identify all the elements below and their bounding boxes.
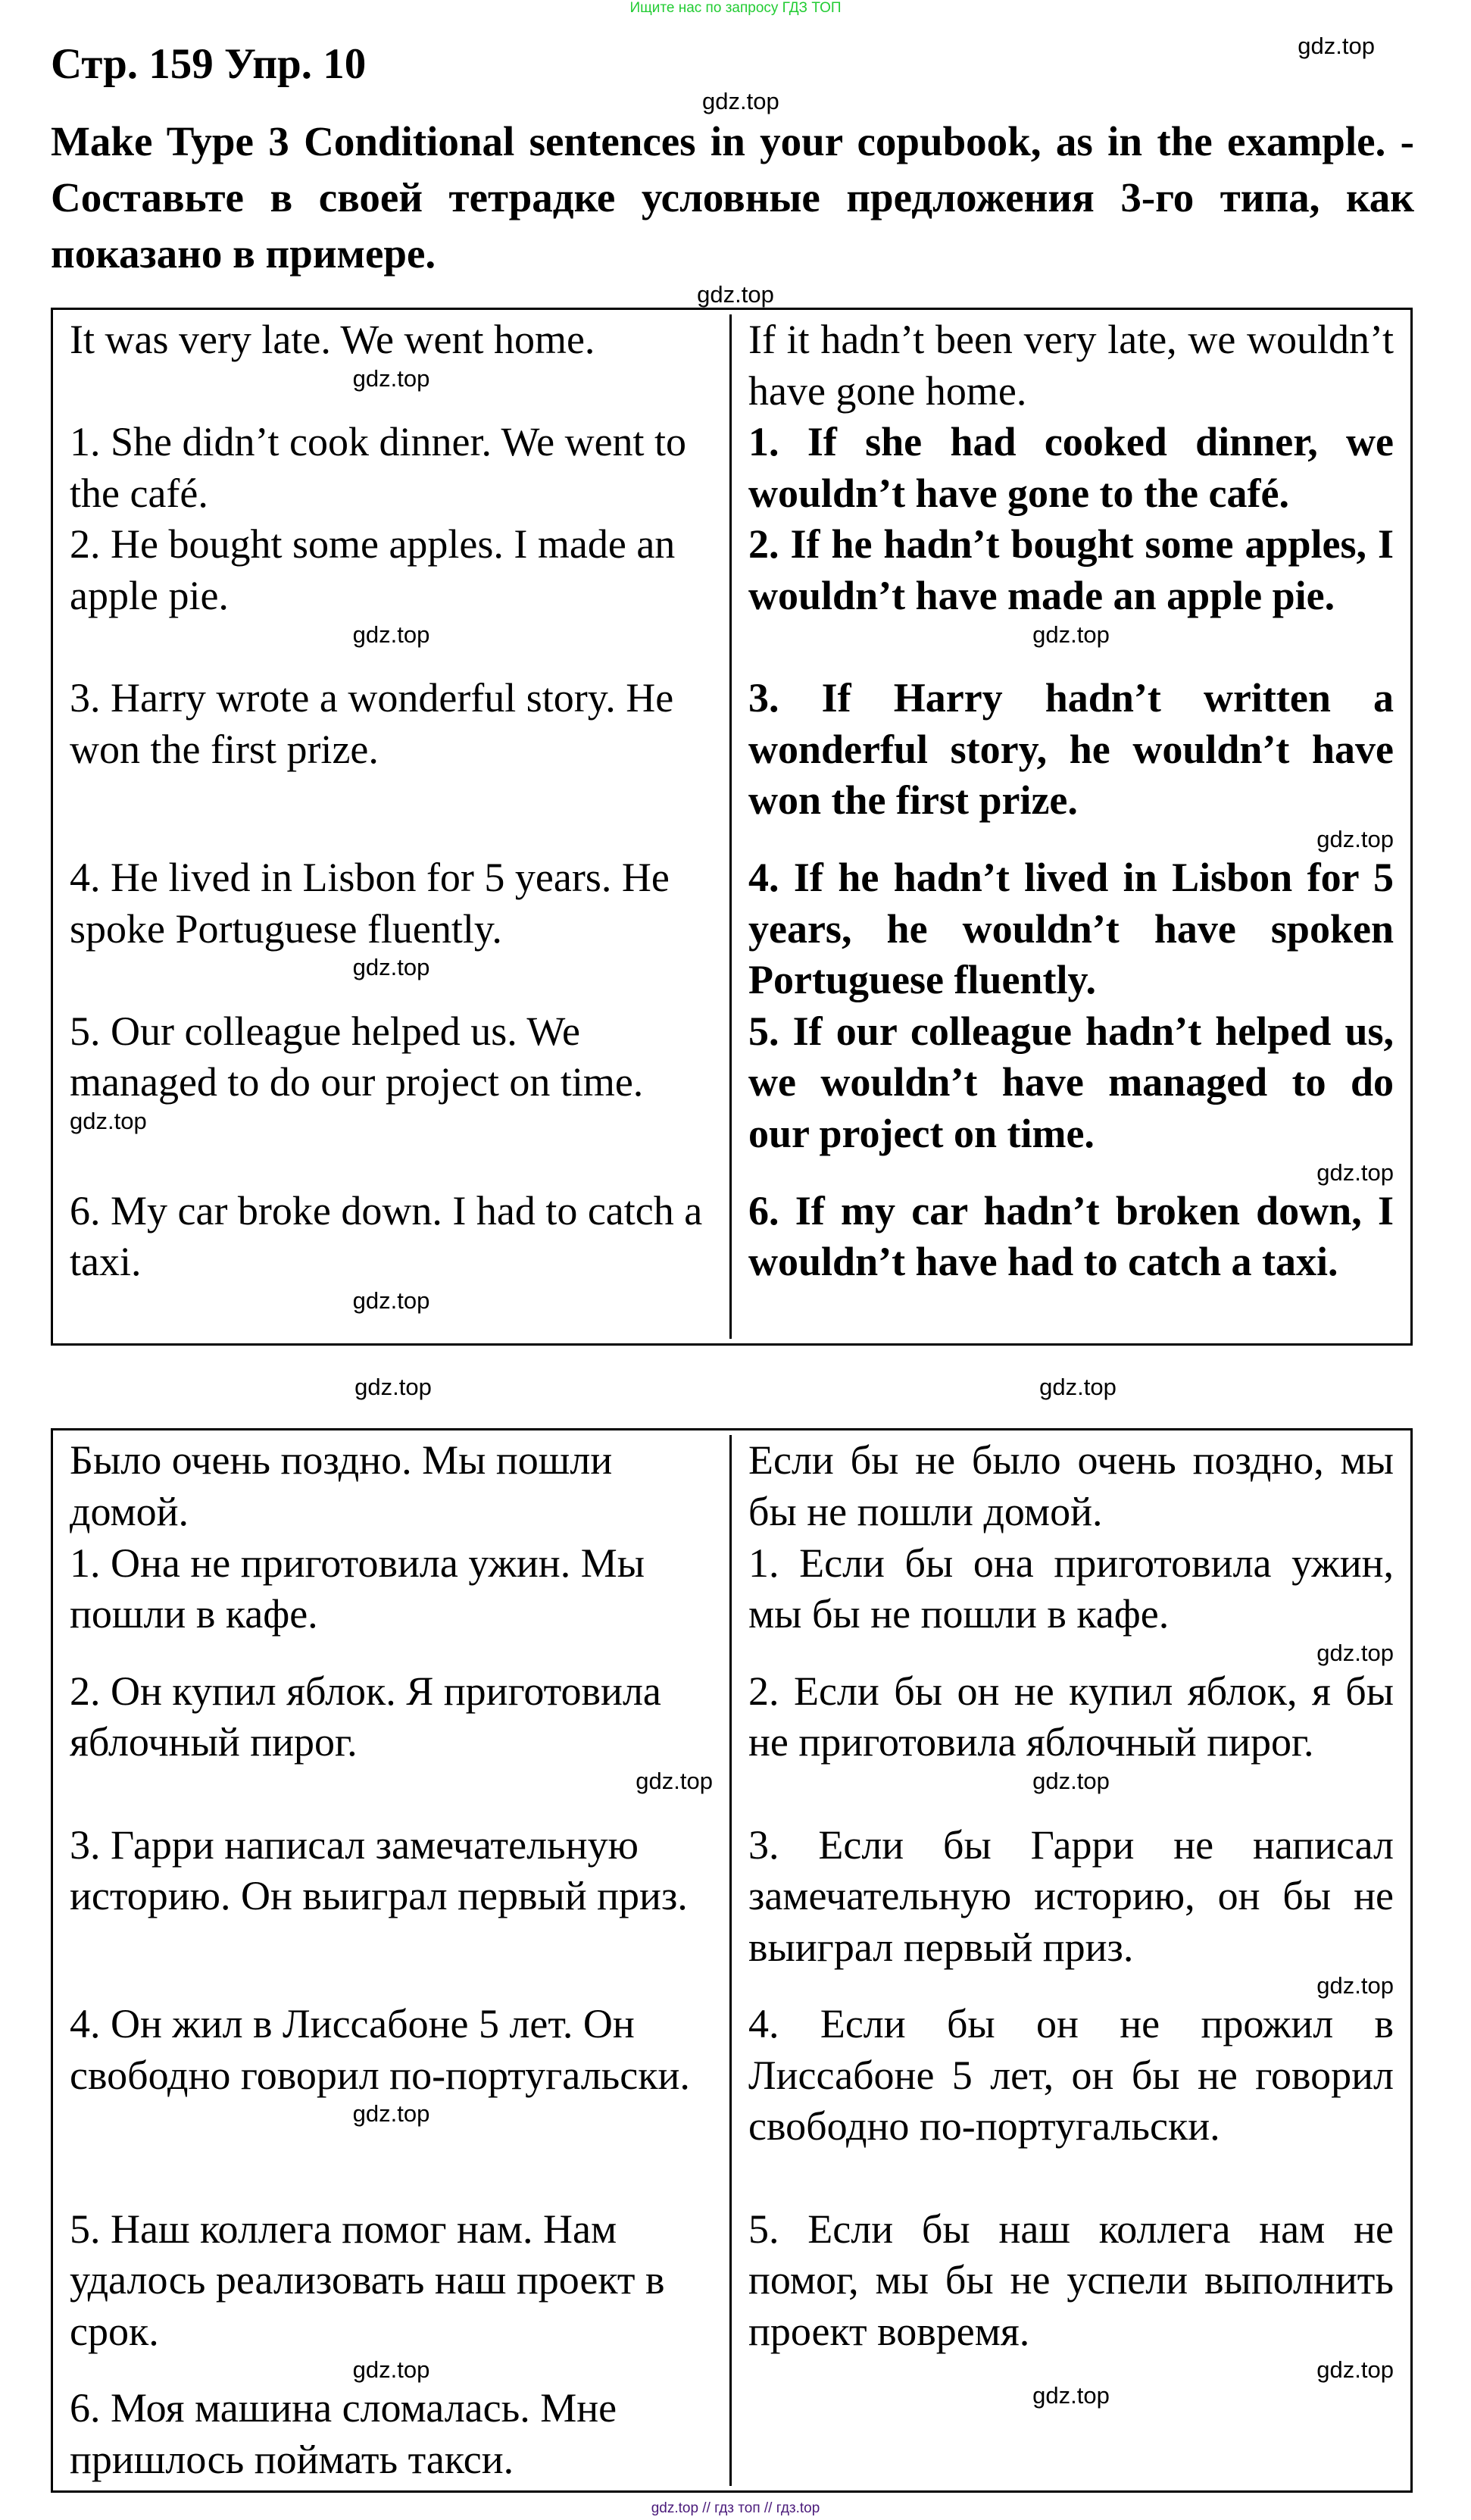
page-title: Стр. 159 Упр. 10 bbox=[51, 40, 367, 88]
watermark: gdz.top bbox=[702, 88, 779, 114]
ru-sentence-4: 4. Он жил в Лиссабоне 5 лет. Он свободно говорил по-португальски. bbox=[70, 2001, 690, 2098]
answer-5: 5. If our colleague hadn’t helped us, we wouldn’t have managed to do our project on time. bbox=[748, 1008, 1394, 1156]
cell bbox=[53, 1435, 732, 1537]
cell bbox=[732, 673, 1410, 852]
cell bbox=[53, 417, 732, 519]
sentence-5: 5. Our colleague helped us. We managed to do our project on time. bbox=[70, 1008, 644, 1105]
cell bbox=[53, 1006, 732, 1186]
watermark: gdz.top bbox=[1032, 2382, 1110, 2409]
ru-sentence-1: 1. Она не приготовила ужин. Мы пошли в кафе. bbox=[70, 1540, 645, 1637]
cell bbox=[732, 1999, 1410, 2203]
watermark: gdz.top bbox=[697, 281, 774, 308]
cell bbox=[732, 1666, 1410, 1820]
cell bbox=[732, 2383, 1410, 2485]
cell bbox=[53, 2383, 732, 2485]
sentence-1: 1. She didn’t cook dinner. We went to the café. bbox=[70, 419, 687, 516]
watermark: gdz.top bbox=[352, 2100, 430, 2128]
watermark: gdz.top bbox=[352, 621, 430, 648]
cell bbox=[732, 2204, 1410, 2384]
cell bbox=[53, 673, 732, 852]
header bbox=[51, 17, 1420, 114]
sentence-example: It was very late. We went home. bbox=[70, 317, 595, 362]
answer-3: 3. If Harry hadn’t written a wonderful story, he wouldn’t have won the first prize. bbox=[748, 675, 1394, 824]
cell bbox=[53, 519, 732, 673]
cell bbox=[732, 852, 1410, 1006]
watermark: gdz.top bbox=[352, 364, 430, 392]
watermark: gdz.top bbox=[354, 1373, 432, 1400]
cell bbox=[732, 1435, 1410, 1537]
watermark: gdz.top bbox=[1039, 1373, 1117, 1400]
cell bbox=[732, 519, 1410, 673]
bottom-banner: gdz.top // гдз топ // гдз.top bbox=[651, 2500, 820, 2516]
watermark: gdz.top bbox=[1032, 1767, 1110, 1794]
ru-answer-5: 5. Если бы наш коллега нам не помог, мы бы не успели выполнить проект вовремя. bbox=[748, 2206, 1394, 2354]
cell bbox=[53, 1538, 732, 1666]
watermark: gdz.top bbox=[1316, 1158, 1394, 1186]
ru-sentence-2: 2. Он купил яблок. Я приготовила яблочный пирог. bbox=[70, 1668, 661, 1765]
task-instruction: Make Type 3 Conditional sentences in your copubook, as in the example. - Составьте в своей тетрадке условные предложения 3-го типа, как показано в примере. bbox=[51, 118, 1414, 277]
sentence-6: 6. My car broke down. I had to catch a taxi. bbox=[70, 1187, 703, 1285]
watermark: gdz.top bbox=[70, 1107, 147, 1134]
ru-sentence-5: 5. Наш коллега помог нам. Нам удалось реализовать наш проект в срок. bbox=[70, 2206, 665, 2354]
cell bbox=[53, 1186, 732, 1340]
cell bbox=[732, 1538, 1410, 1666]
russian-translation-table bbox=[51, 1428, 1413, 2492]
answer-4: 4. If he hadn’t lived in Lisbon for 5 years, he wouldn’t have spoken Portuguese fluently. bbox=[748, 854, 1394, 1003]
cell bbox=[53, 1999, 732, 2203]
ru-answer-2: 2. Если бы он не купил яблок, я бы не приготовила яблочный пирог. bbox=[748, 1668, 1394, 1765]
sentence-2: 2. He bought some apples. I made an apple pie. bbox=[70, 521, 676, 618]
ru-answer-example: Если бы не было очень поздно, мы бы не пошли домой. bbox=[748, 1437, 1394, 1534]
cell bbox=[53, 1666, 732, 1820]
watermark-row bbox=[51, 1346, 1420, 1428]
cell bbox=[732, 1186, 1410, 1340]
watermark: gdz.top bbox=[1316, 2356, 1394, 2384]
watermark: gdz.top bbox=[352, 1287, 430, 1314]
ru-sentence-example: Было очень поздно. Мы пошли домой. bbox=[70, 1437, 613, 1534]
answer-6: 6. If my car hadn’t broken down, I wouldn’t have had to catch a taxi. bbox=[748, 1187, 1394, 1285]
watermark: gdz.top bbox=[1316, 1639, 1394, 1666]
cell bbox=[732, 1820, 1410, 1999]
sentence-3: 3. Harry wrote a wonderful story. He won the first prize. bbox=[70, 675, 674, 772]
ru-answer-4: 4. Если бы он не прожил в Лиссабоне 5 лет, он бы не говорил свободно по-португальски. bbox=[748, 2001, 1394, 2150]
watermark: gdz.top bbox=[1316, 1972, 1394, 1999]
watermark: gdz.top bbox=[1298, 33, 1375, 59]
answer-1: 1. If she had cooked dinner, we wouldn’t have gone to the café. bbox=[748, 419, 1394, 516]
sentence-4: 4. He lived in Lisbon for 5 years. He spoke Portuguese fluently. bbox=[70, 854, 670, 952]
ru-sentence-3: 3. Гарри написал замечательную историю. Он выиграл первый приз. bbox=[70, 1821, 688, 1919]
english-answer-table bbox=[51, 308, 1413, 1346]
ru-answer-3: 3. Если бы Гарри не написал замечательную историю, он бы не выиграл первый приз. bbox=[748, 1821, 1394, 1970]
cell bbox=[53, 2204, 732, 2384]
watermark-row bbox=[51, 282, 1420, 308]
cell bbox=[732, 417, 1410, 519]
cell bbox=[53, 852, 732, 1006]
watermark: gdz.top bbox=[352, 954, 430, 981]
answer-2: 2. If he hadn’t bought some apples, I wouldn’t have made an apple pie. bbox=[748, 521, 1394, 618]
watermark: gdz.top bbox=[1316, 825, 1394, 852]
cell bbox=[732, 314, 1410, 417]
watermark: gdz.top bbox=[636, 1767, 713, 1794]
cell bbox=[732, 1006, 1410, 1186]
ru-sentence-6: 6. Моя машина сломалась. Мне пришлось поймать такси. bbox=[70, 2385, 617, 2483]
cell bbox=[53, 1820, 732, 1999]
ru-answer-1: 1. Если бы она приготовила ужин, мы бы не пошли в кафе. bbox=[748, 1540, 1394, 1637]
answer-example: If it hadn’t been very late, we wouldn’t have gone home. bbox=[748, 317, 1394, 414]
top-banner: Ищите нас по запросу ГДЗ ТОП bbox=[629, 0, 842, 16]
watermark: gdz.top bbox=[1032, 621, 1110, 648]
cell bbox=[53, 314, 732, 417]
watermark: gdz.top bbox=[352, 2356, 430, 2384]
